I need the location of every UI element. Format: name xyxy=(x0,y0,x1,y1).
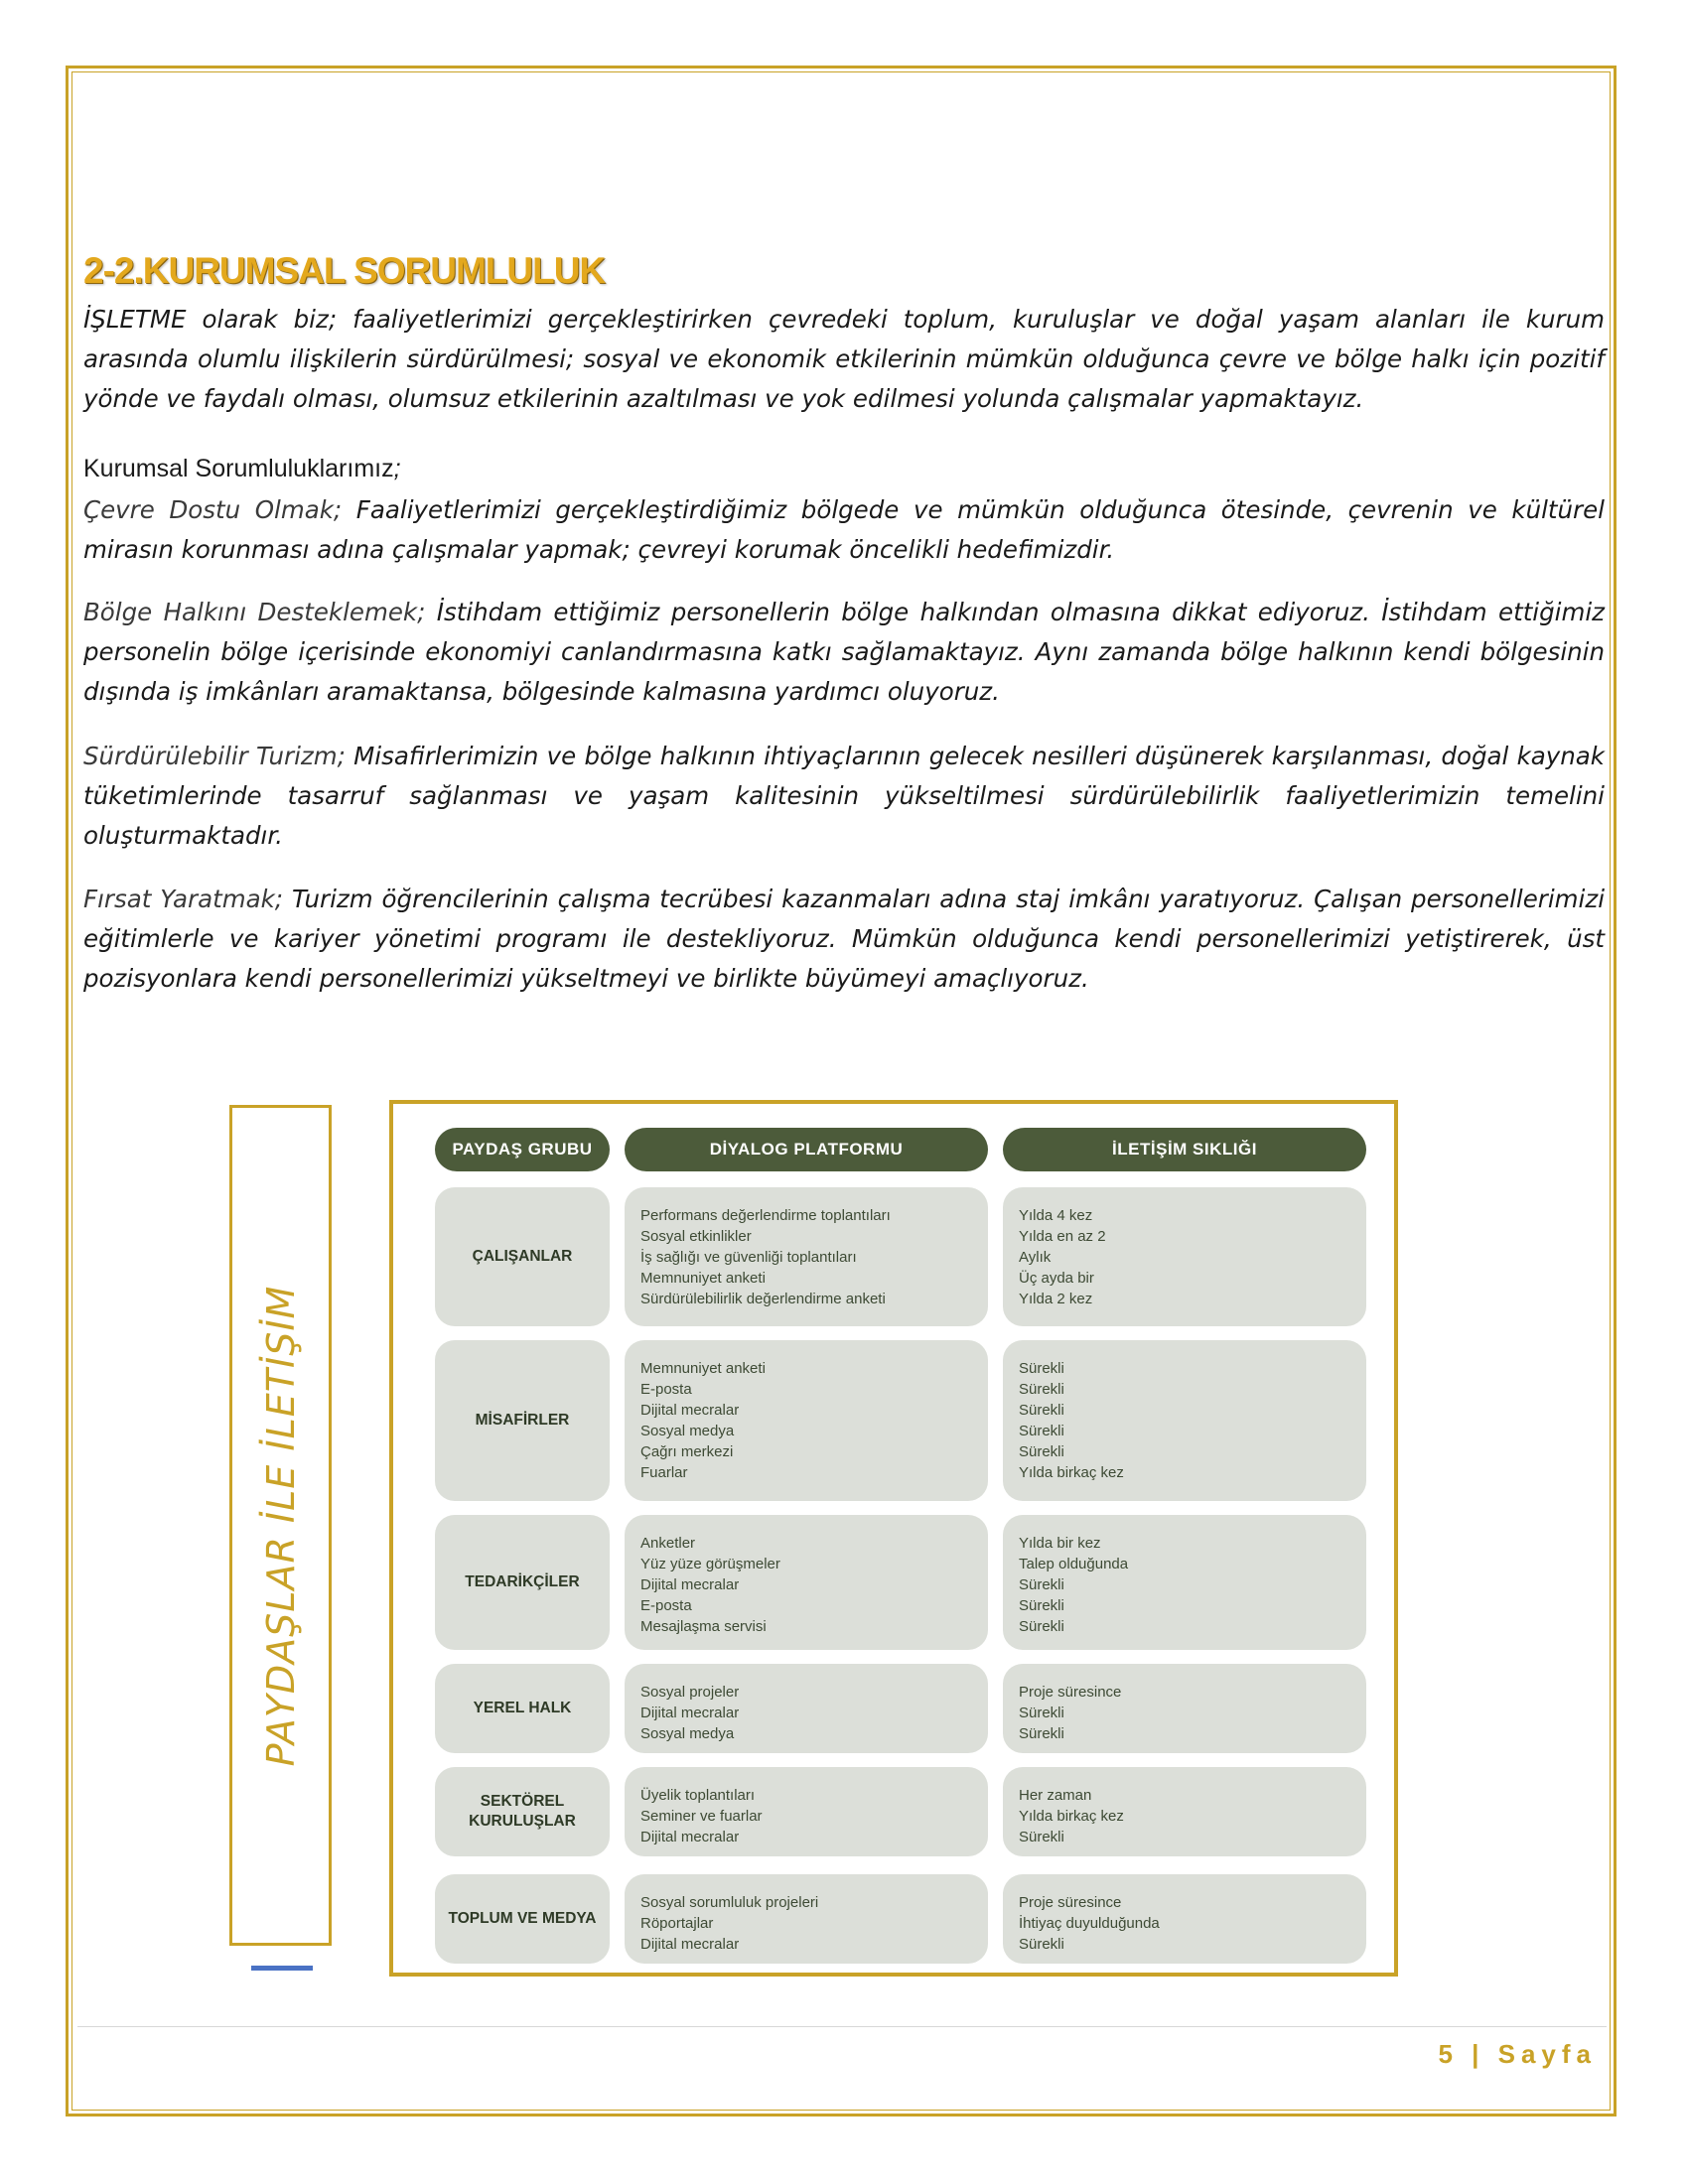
side-label: PAYDAŞLAR İLE İLETİŞİM xyxy=(258,1285,303,1766)
frequency-item: Sürekli xyxy=(1019,1423,1064,1439)
responsibility-text: İstihdam ettiğimiz personellerin bölge halkından olmasına dikkat ediyoruz. İstihdam ettiğimiz personelin bölge içerisinde ekonomiyi canlandırmasına katkı sağlamaktayız. Aynı zamanda bölge halkının kendi bölgesinin dışında iş imkânları aramaktansa, bölgesinde kalmasına yardımcı oluyoruz. xyxy=(83,598,1606,706)
page-number: 5 | Sayfa xyxy=(1438,2039,1597,2069)
responsibility-term: Sürdürülebilir Turizm; xyxy=(83,742,346,770)
frequency-item: Sürekli xyxy=(1019,1381,1064,1398)
platform-item: Sürdürülebilirlik değerlendirme anketi xyxy=(640,1291,886,1307)
intro-paragraph: İŞLETME olarak biz; faaliyetlerimizi gerçekleştirirken çevredeki toplum, kuruluşlar ve doğal yaşam alanları ile kurum arasında olumlu ilişkilerin sürdürülmesi; sosyal ve ekonomik etkilerinin mümkün olduğunca çevre ve bölge halkı için pozitif yönde ve faydalı olması, olumsuz etkilerinin azaltılması ve yok edilmesi yolunda çalışmalar yapmaktayız. xyxy=(83,305,1605,413)
platform-item: E-posta xyxy=(640,1381,692,1398)
frequency-item: Yılda 4 kez xyxy=(1019,1207,1093,1224)
platform-item: İş sağlığı ve güvenliği toplantıları xyxy=(640,1249,857,1266)
frequency-item: Sürekli xyxy=(1019,1936,1064,1953)
frequency-item: Yılda en az 2 xyxy=(1019,1228,1106,1245)
responsibilities-title-punct: ; xyxy=(393,455,401,482)
header-communication-frequency: İLETİŞİM SIKLIĞI xyxy=(1003,1128,1366,1171)
platform-item: Sosyal sorumluluk projeleri xyxy=(640,1894,819,1911)
platform-item: Sosyal projeler xyxy=(640,1684,740,1701)
responsibility-eco-friendly xyxy=(83,490,1605,570)
stakeholder-table xyxy=(389,1100,1398,1977)
platform-item: Sosyal medya xyxy=(640,1423,735,1439)
frequency-item: Sürekli xyxy=(1019,1360,1064,1377)
responsibility-text: Faaliyetlerimizi gerçekleştirdiğimiz bölgede ve mümkün olduğunca ötesinde, çevrenin ve kültürel mirasın korunması adına çalışmalar yapmak; çevreyi korumak öncelikli hedefimizdir. xyxy=(83,495,1605,564)
responsibility-create-opportunity xyxy=(83,880,1605,999)
row-frequency-society-media xyxy=(1003,1874,1366,1964)
platform-item: Üyelik toplantıları xyxy=(640,1787,756,1804)
platform-item: Dijital mecralar xyxy=(640,1936,740,1953)
platform-item: Sosyal etkinlikler xyxy=(640,1228,752,1245)
platform-item: Memnuniyet anketi xyxy=(640,1270,766,1287)
footer-divider xyxy=(77,2026,1607,2027)
row-platforms-suppliers xyxy=(625,1515,988,1650)
frequency-item: Sürekli xyxy=(1019,1725,1064,1742)
frequency-item: Üç ayda bir xyxy=(1019,1270,1094,1287)
platform-item: Çağrı merkezi xyxy=(640,1443,734,1460)
row-platforms-guests xyxy=(625,1340,988,1501)
frequency-item: Yılda birkaç kez xyxy=(1019,1808,1124,1825)
responsibilities-title-text: Kurumsal Sorumluluklarımız xyxy=(83,455,394,482)
responsibility-text: Misafirlerimizin ve bölge halkının ihtiyaçlarının gelecek nesilleri düşünerek karşılanması, doğal kaynak tüketimlerinde tasarruf sağlanması ve yaşam kalitesinin yükseltilmesi sürdürülebilirlik faaliyetlerimizin temelini oluşturmaktadır. xyxy=(83,742,1605,850)
row-group-sector-organizations: SEKTÖREL KURULUŞLAR xyxy=(435,1767,610,1856)
blue-marker xyxy=(251,1966,313,1971)
frequency-item: Sürekli xyxy=(1019,1829,1064,1845)
frequency-item: Proje süresince xyxy=(1019,1894,1122,1911)
platform-item: Röportajlar xyxy=(640,1915,714,1932)
frequency-item: Sürekli xyxy=(1019,1618,1064,1635)
header-dialog-platform: DİYALOG PLATFORMU xyxy=(625,1128,988,1171)
platform-item: Memnuniyet anketi xyxy=(640,1360,766,1377)
responsibility-local-support xyxy=(83,593,1605,712)
section-heading: 2-2.KURUMSAL SORUMLULUK xyxy=(83,250,606,291)
platform-item: Fuarlar xyxy=(640,1464,688,1481)
frequency-item: Yılda 2 kez xyxy=(1019,1291,1093,1307)
frequency-item: Aylık xyxy=(1019,1249,1052,1266)
row-frequency-local-people xyxy=(1003,1664,1366,1753)
platform-item: E-posta xyxy=(640,1597,692,1614)
responsibility-text: Turizm öğrencilerinin çalışma tecrübesi kazanmaları adına staj imkânı yaratıyoruz. Çalışan personellerimizi eğitimlerle ve kariyer yönetimi programı ile destekliyoruz. Mümkün olduğunca kendi personellerimizi yetiştirerek, üst pozisyonlara kendi personellerimizi yükseltmeyi ve birlikte büyümeyi amaçlıyoruz. xyxy=(83,885,1605,993)
platform-item: Dijital mecralar xyxy=(640,1705,740,1721)
row-group-guests: MİSAFİRLER xyxy=(435,1340,610,1501)
platform-item: Sosyal medya xyxy=(640,1725,735,1742)
frequency-item: İhtiyaç duyulduğunda xyxy=(1019,1915,1160,1932)
frequency-item: Sürekli xyxy=(1019,1402,1064,1419)
frequency-item: Proje süresince xyxy=(1019,1684,1122,1701)
row-group-society-media: TOPLUM VE MEDYA xyxy=(435,1874,610,1964)
platform-item: Mesajlaşma servisi xyxy=(640,1618,767,1635)
row-platforms-sector-organizations xyxy=(625,1767,988,1856)
platform-item: Dijital mecralar xyxy=(640,1829,740,1845)
row-platforms-employees xyxy=(625,1187,988,1326)
platform-item: Dijital mecralar xyxy=(640,1402,740,1419)
row-group-employees: ÇALIŞANLAR xyxy=(435,1187,610,1326)
responsibility-term: Bölge Halkını Desteklemek; xyxy=(83,598,426,626)
responsibility-sustainable-tourism xyxy=(83,737,1605,856)
frequency-item: Sürekli xyxy=(1019,1705,1064,1721)
responsibility-term: Çevre Dostu Olmak; xyxy=(83,495,343,524)
row-group-suppliers: TEDARİKÇİLER xyxy=(435,1515,610,1650)
frequency-item: Her zaman xyxy=(1019,1787,1092,1804)
platform-item: Performans değerlendirme toplantıları xyxy=(640,1207,891,1224)
frequency-item: Sürekli xyxy=(1019,1443,1064,1460)
row-group-local-people: YEREL HALK xyxy=(435,1664,610,1753)
frequency-item: Yılda bir kez xyxy=(1019,1535,1101,1552)
platform-item: Seminer ve fuarlar xyxy=(640,1808,763,1825)
header-stakeholder-group: PAYDAŞ GRUBU xyxy=(435,1128,610,1171)
platform-item: Yüz yüze görüşmeler xyxy=(640,1556,780,1572)
row-frequency-sector-organizations xyxy=(1003,1767,1366,1856)
platform-item: Dijital mecralar xyxy=(640,1576,740,1593)
row-frequency-suppliers xyxy=(1003,1515,1366,1650)
frequency-item: Sürekli xyxy=(1019,1597,1064,1614)
frequency-item: Talep olduğunda xyxy=(1019,1556,1129,1572)
row-platforms-local-people xyxy=(625,1664,988,1753)
row-frequency-employees xyxy=(1003,1187,1366,1326)
frequency-item: Yılda birkaç kez xyxy=(1019,1464,1124,1481)
responsibility-term: Fırsat Yaratmak; xyxy=(83,885,284,913)
responsibilities-title xyxy=(83,455,401,483)
row-frequency-guests xyxy=(1003,1340,1366,1501)
platform-item: Anketler xyxy=(640,1535,696,1552)
side-label-box xyxy=(229,1105,332,1946)
frequency-item: Sürekli xyxy=(1019,1576,1064,1593)
row-platforms-society-media xyxy=(625,1874,988,1964)
